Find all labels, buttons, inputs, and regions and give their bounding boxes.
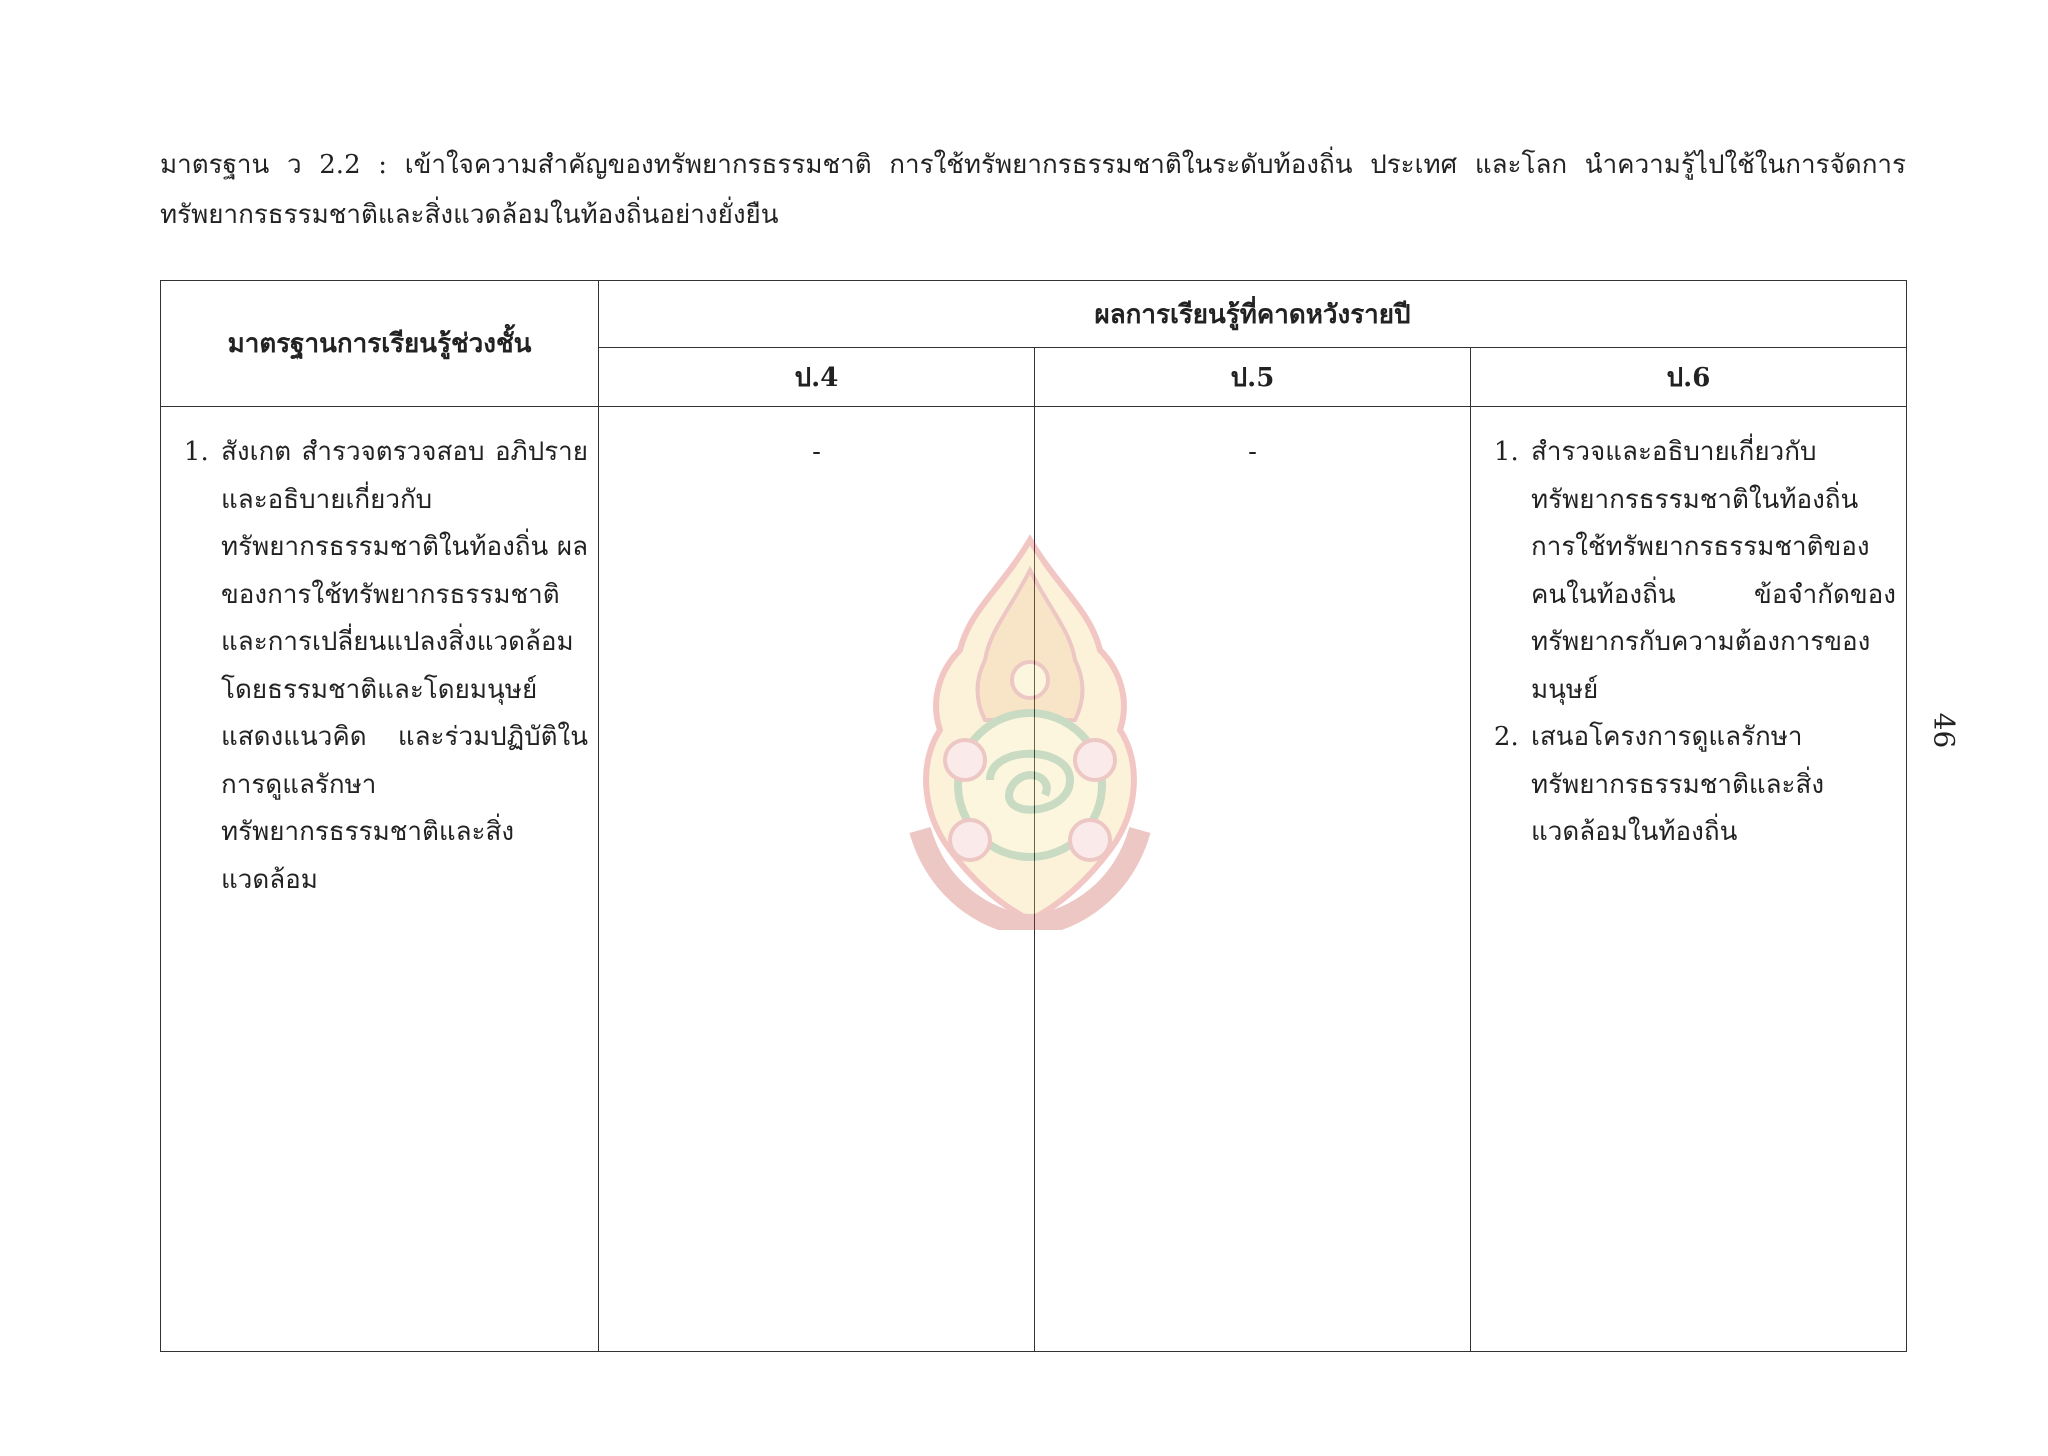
header-grade-p4: ป.4 bbox=[599, 348, 1035, 407]
standard-cell bbox=[161, 407, 599, 1352]
standard-list bbox=[161, 429, 598, 904]
header-grade-p6: ป.6 bbox=[1471, 348, 1907, 407]
header-grade-p5: ป.5 bbox=[1035, 348, 1471, 407]
standard-heading: มาตรฐาน ว 2.2 : เข้าใจความสำคัญของทรัพยากรธรรมชาติ การใช้ทรัพยากรธรรมชาติในระดับท้องถิ่น ประเทศ และโลก นำความรู้ไปใช้ในการจัดการทรัพยากรธรรมชาติและสิ่งแวดล้อมในท้องถิ่นอย่างยั่งยืน bbox=[160, 150, 1906, 230]
p6-item: 2. เสนอโครงการดูแลรักษาทรัพยากรธรรมชาติและสิ่งแวดล้อมในท้องถิ่น bbox=[1527, 714, 1896, 857]
p5-content: - bbox=[1248, 437, 1257, 467]
p6-item: 1. สำรวจและอธิบายเกี่ยวกับทรัพยากรธรรมชาติในท้องถิ่น การใช้ทรัพยากรธรรมชาติของคนในท้องถิ่น ข้อจำกัดของทรัพยากรกับความต้องการของมนุษย์ bbox=[1527, 429, 1896, 714]
header-expected-outcomes: ผลการเรียนรู้ที่คาดหวังรายปี bbox=[599, 281, 1907, 348]
p4-cell bbox=[599, 407, 1035, 1352]
p4-content: - bbox=[812, 437, 821, 467]
p6-list bbox=[1471, 429, 1906, 857]
standard-item: 1. สังเกต สำรวจตรวจสอบ อภิปรายและอธิบายเกี่ยวกับทรัพยากรธรรมชาติในท้องถิ่น ผลของการใช้ทรัพยากรธรรมชาติ และการเปลี่ยนแปลงสิ่งแวดล้อมโดยธรรมชาติและโดยมนุษย์ แสดงแนวคิด และร่วมปฏิบัติในการดูแลรักษาทรัพยากรธรรมชาติและสิ่งแวดล้อม bbox=[217, 429, 588, 904]
header-learning-standard: มาตรฐานการเรียนรู้ช่วงชั้น bbox=[161, 281, 599, 407]
curriculum-table bbox=[160, 280, 1907, 1352]
p5-cell bbox=[1035, 407, 1471, 1352]
page-number: 46 bbox=[1927, 712, 1961, 749]
p6-cell bbox=[1471, 407, 1907, 1352]
